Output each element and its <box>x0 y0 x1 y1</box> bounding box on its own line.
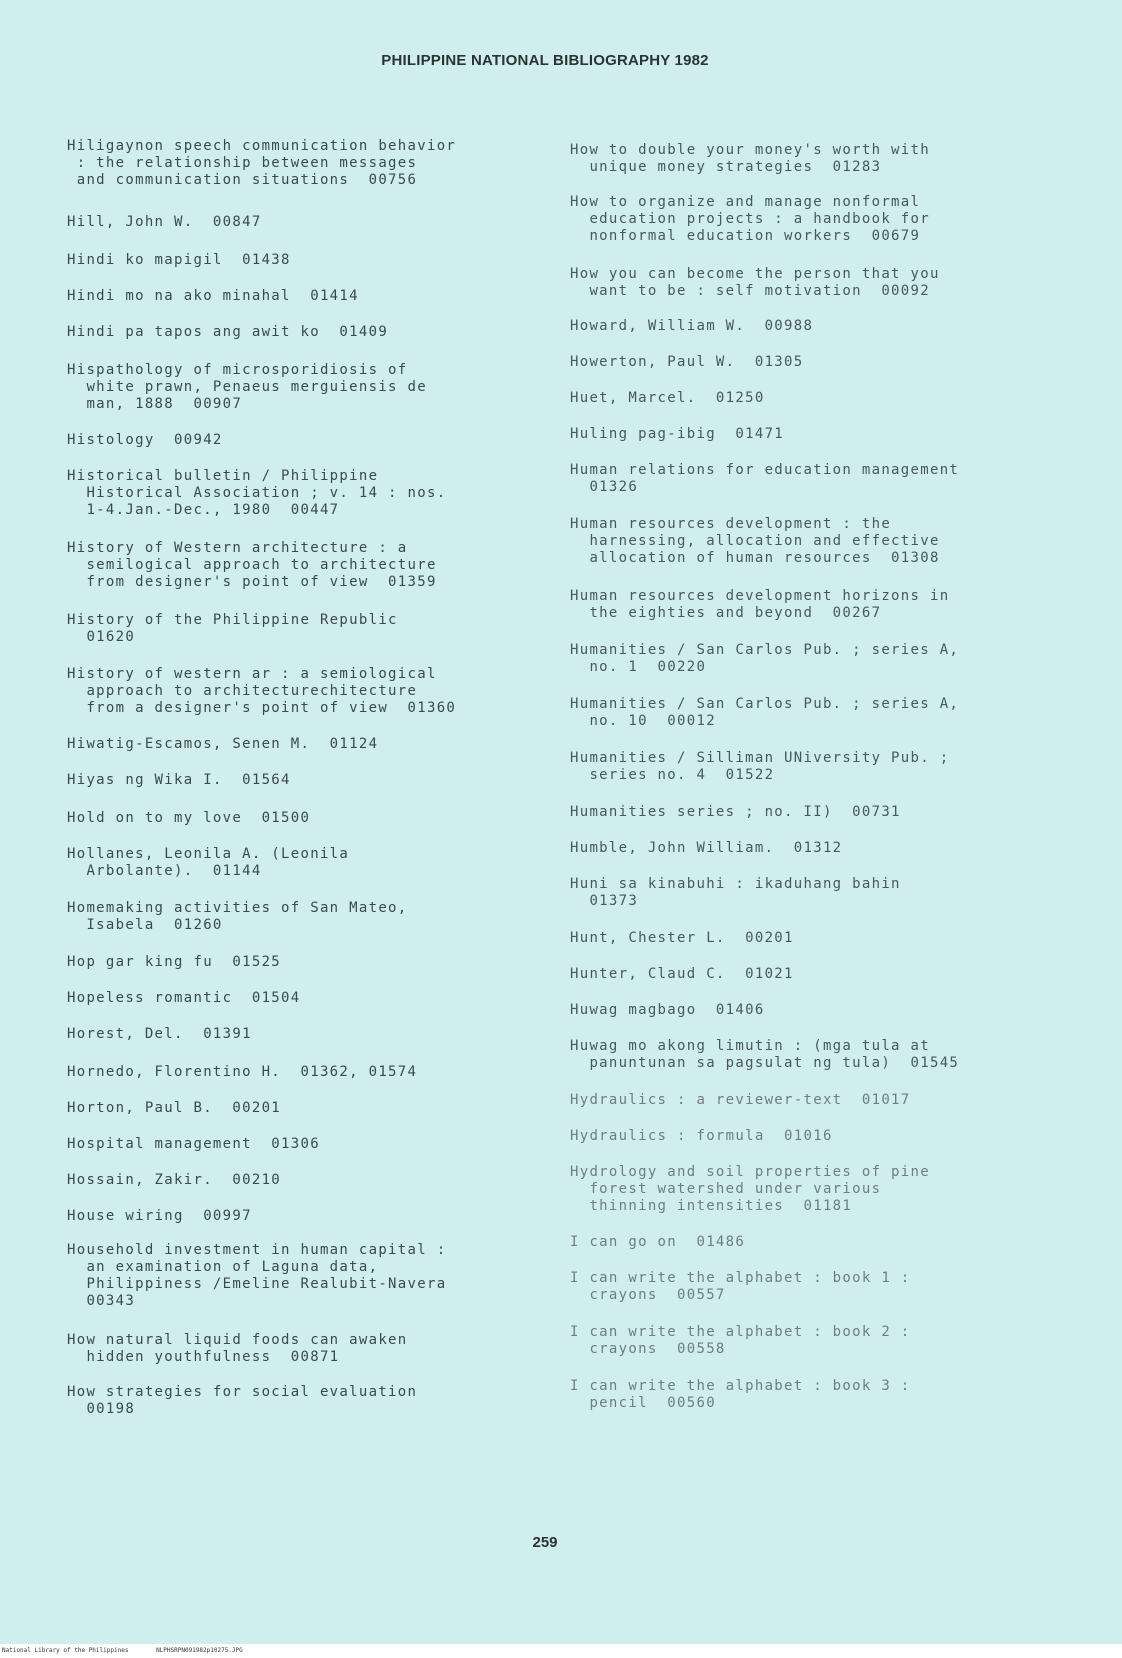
index-entry: Hossain, Zakir. 00210 <box>67 1172 282 1188</box>
image-id: NLPHSRPN091982p10275.JPG <box>156 1647 243 1654</box>
index-entry: I can go on 01486 <box>570 1234 746 1250</box>
index-entry: Hunt, Chester L. 00201 <box>570 930 794 946</box>
index-entry: How strategies for social evaluation 00198 <box>67 1384 418 1417</box>
index-entry: How to organize and manage nonformal education projects : a handbook for nonformal education workers 00679 <box>570 194 930 244</box>
index-entry: History of western ar : a semiological approach to architecturechitecture from a designer's point of view 01360 <box>67 666 457 716</box>
index-entry: Hindi pa tapos ang awit ko 01409 <box>67 324 389 340</box>
index-entry: Hydraulics : formula 01016 <box>570 1128 833 1144</box>
index-entry: Hold on to my love 01500 <box>67 810 311 826</box>
index-entry: Huni sa kinabuhi : ikaduhang bahin 01373 <box>570 876 901 909</box>
index-entry: House wiring 00997 <box>67 1208 252 1224</box>
index-entry: I can write the alphabet : book 3 : pencil 00560 <box>570 1378 911 1411</box>
index-entry: Huwag mo akong limutin : (mga tula at panuntunan sa pagsulat ng tula) 01545 <box>570 1038 960 1071</box>
index-entry: Human relations for education management 01326 <box>570 462 960 495</box>
index-entry: Huwag magbago 01406 <box>570 1002 765 1018</box>
index-entry: Hiyas ng Wika I. 01564 <box>67 772 291 788</box>
index-entry: Hospital management 01306 <box>67 1136 320 1152</box>
index-entry: Human resources development : the harnessing, allocation and effective allocation of human resources 01308 <box>570 516 940 566</box>
index-entry: History of Western architecture : a semilogical approach to architecture from designer's point of view 01359 <box>67 540 437 590</box>
index-entry: How to double your money's worth with unique money strategies 01283 <box>570 142 930 175</box>
index-entry: Humanities series ; no. II) 00731 <box>570 804 901 820</box>
index-entry: Hollanes, Leonila A. (Leonila Arbolante). 01144 <box>67 846 350 879</box>
index-entry: Hill, John W. 00847 <box>67 214 262 230</box>
index-entry: Horton, Paul B. 00201 <box>67 1100 282 1116</box>
index-entry: Hop gar king fu 01525 <box>67 954 282 970</box>
index-entry: History of the Philippine Republic 01620 <box>67 612 398 645</box>
page-number: 259 <box>532 1534 558 1551</box>
index-entry: I can write the alphabet : book 2 : crayons 00558 <box>570 1324 911 1357</box>
index-entry: Histology 00942 <box>67 432 223 448</box>
index-entry: Humanities / San Carlos Pub. ; series A, no. 1 00220 <box>570 642 960 675</box>
index-entry: Howerton, Paul W. 01305 <box>570 354 804 370</box>
index-entry: I can write the alphabet : book 1 : crayons 00557 <box>570 1270 911 1303</box>
index-entry: Horest, Del. 01391 <box>67 1026 252 1042</box>
index-entry: Homemaking activities of San Mateo, Isabela 01260 <box>67 900 408 933</box>
index-entry: Historical bulletin / Philippine Historical Association ; v. 14 : nos. 1-4.Jan.-Dec., 1980 00447 <box>67 468 447 518</box>
index-entry: Hindi mo na ako minahal 01414 <box>67 288 359 304</box>
index-entry: Hunter, Claud C. 01021 <box>570 966 794 982</box>
index-entry: Huet, Marcel. 01250 <box>570 390 765 406</box>
index-entry: Humanities / San Carlos Pub. ; series A, no. 10 00012 <box>570 696 960 729</box>
index-entry: Humanities / Silliman UNiversity Pub. ; series no. 4 01522 <box>570 750 950 783</box>
index-entry: Huling pag-ibig 01471 <box>570 426 785 442</box>
library-credit: National Library of the Philippines <box>2 1647 129 1654</box>
index-entry: Human resources development horizons in the eighties and beyond 00267 <box>570 588 950 621</box>
scan-footer <box>0 1644 1122 1658</box>
index-entry: Hiwatig-Escamos, Senen M. 01124 <box>67 736 379 752</box>
index-entry: Hopeless romantic 01504 <box>67 990 301 1006</box>
index-entry: Hydrology and soil properties of pine forest watershed under various thinning intensities 01181 <box>570 1164 930 1214</box>
index-entry: Humble, John William. 01312 <box>570 840 843 856</box>
index-entry: How you can become the person that you want to be : self motivation 00092 <box>570 266 940 299</box>
index-entry: Hornedo, Florentino H. 01362, 01574 <box>67 1064 418 1080</box>
index-entry: Hiligaynon speech communication behavior : the relationship between messages and communication situations 00756 <box>67 138 457 188</box>
index-entry: Hispathology of microsporidiosis of white prawn, Penaeus merguiensis de man, 1888 00907 <box>67 362 427 412</box>
index-entry: How natural liquid foods can awaken hidden youthfulness 00871 <box>67 1332 408 1365</box>
page-title: PHILIPPINE NATIONAL BIBLIOGRAPHY 1982 <box>381 52 709 69</box>
index-entry: Household investment in human capital : an examination of Laguna data, Philippiness /Emeline Realubit-Navera 00343 <box>67 1242 447 1309</box>
index-entry: Howard, William W. 00988 <box>570 318 814 334</box>
index-entry: Hindi ko mapigil 01438 <box>67 252 291 268</box>
index-entry: Hydraulics : a reviewer-text 01017 <box>570 1092 911 1108</box>
